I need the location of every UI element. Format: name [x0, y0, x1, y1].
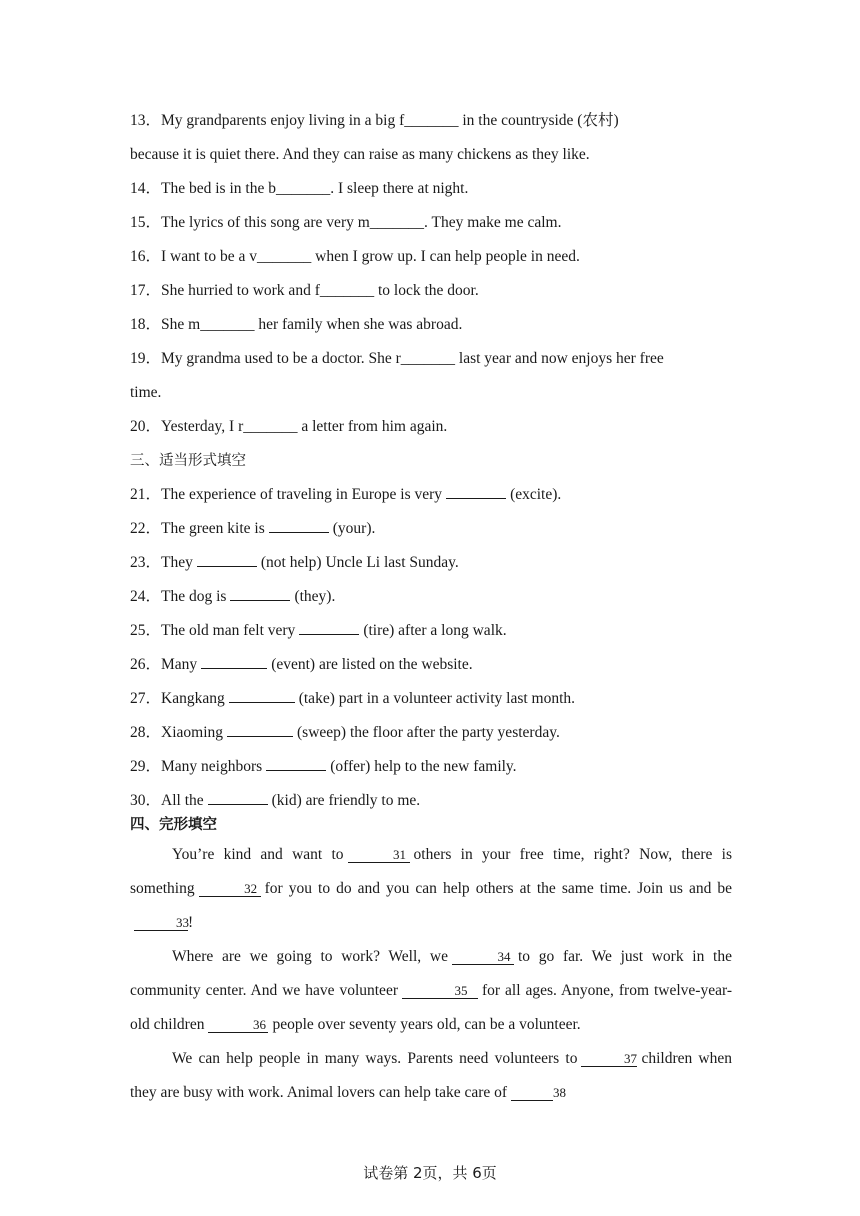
list-item — [130, 206, 732, 240]
passage-text: children when they are busy with work. Animal lovers can help take care of — [130, 1050, 733, 1101]
item-text: She m_______ her family when she was abroad. — [161, 316, 463, 333]
exam-page — [130, 104, 732, 1110]
answer-blank[interactable] — [208, 804, 268, 805]
item-text-before: All the — [161, 792, 204, 809]
item-text: time. — [130, 384, 162, 401]
item-text-before: The experience of traveling in Europe is very — [161, 486, 443, 503]
blank-34[interactable]: 34 — [452, 950, 514, 965]
list-item — [130, 716, 732, 750]
item-text: The lyrics of this song are very m_______. They make me calm. — [161, 214, 562, 231]
blank-36[interactable]: 36 — [208, 1018, 268, 1033]
item-text-after: (sweep) the floor after the party yesterday. — [297, 724, 560, 741]
list-item — [130, 138, 732, 172]
item-text-after: (kid) are friendly to me. — [271, 792, 421, 809]
item-number: 20． — [130, 418, 162, 435]
answer-blank[interactable] — [266, 770, 326, 771]
passage-text: Where are we going to work? Well, we — [172, 948, 448, 965]
item-text: She hurried to work and f_______ to lock the door. — [161, 282, 479, 299]
section-4-title: 四、完形填空 — [130, 817, 217, 833]
item-text-after: (tire) after a long walk. — [363, 622, 507, 639]
list-item — [130, 274, 732, 308]
answer-blank[interactable] — [201, 668, 267, 669]
item-text-after: (your). — [332, 520, 376, 537]
answer-blank[interactable] — [446, 498, 506, 499]
answer-blank[interactable] — [229, 702, 295, 703]
item-number: 29． — [130, 758, 162, 775]
item-text: My grandparents enjoy living in a big f_______ in the countryside (农村) — [161, 112, 619, 129]
list-item — [130, 512, 732, 546]
list-item — [130, 342, 732, 376]
item-text: My grandma used to be a doctor. She r_______ last year and now enjoys her free — [161, 350, 664, 367]
item-text: The bed is in the b_______. I sleep there at night. — [161, 180, 469, 197]
item-text: I want to be a v_______ when I grow up. I can help people in need. — [161, 248, 580, 265]
blank-35[interactable]: 35 — [402, 984, 478, 999]
list-item — [130, 478, 732, 512]
list-item — [130, 546, 732, 580]
answer-blank[interactable] — [197, 566, 257, 567]
passage-text: for all ages. Anyone, from twelve-year-old children — [130, 982, 732, 1033]
list-item — [130, 682, 732, 716]
passage-text: others in your free time, right? Now, there is something — [130, 846, 732, 897]
item-text-before: The green kite is — [161, 520, 265, 537]
blank-38[interactable]: 38 — [511, 1086, 553, 1101]
item-number: 23． — [130, 554, 162, 571]
item-number: 28． — [130, 724, 162, 741]
item-number: 15． — [130, 214, 162, 231]
list-item — [130, 376, 732, 410]
page-footer: 试卷第 2页，共 6页 — [363, 1164, 497, 1182]
cloze-paragraph-3 — [130, 1042, 732, 1110]
item-text-before: They — [161, 554, 193, 571]
answer-blank[interactable] — [299, 634, 359, 635]
passage-text: for you to do and you can help others at the same time. Join us and be — [264, 880, 732, 897]
blank-37[interactable]: 37 — [581, 1052, 637, 1067]
item-number: 13． — [130, 112, 162, 129]
item-number: 30． — [130, 792, 162, 809]
item-text-before: Many — [161, 656, 198, 673]
passage-text: ! — [188, 914, 194, 931]
list-item — [130, 750, 732, 784]
item-text-after: (excite). — [510, 486, 562, 503]
item-number: 22． — [130, 520, 162, 537]
form-items-list — [130, 478, 732, 812]
item-number: 21． — [130, 486, 162, 503]
item-number: 17． — [130, 282, 162, 299]
item-text: because it is quiet there. And they can raise as many chickens as they like. — [130, 146, 590, 163]
answer-blank[interactable] — [227, 736, 293, 737]
item-number: 26． — [130, 656, 162, 673]
cloze-paragraph-1 — [130, 838, 732, 940]
item-text-before: The dog is — [161, 588, 227, 605]
list-item — [130, 580, 732, 614]
passage-text: We can help people in many ways. Parents need volunteers to — [172, 1050, 578, 1067]
item-text-before: Kangkang — [161, 690, 225, 707]
item-number: 16． — [130, 248, 162, 265]
list-item — [130, 240, 732, 274]
item-text-after: (they). — [294, 588, 336, 605]
list-item — [130, 648, 732, 682]
item-number: 14． — [130, 180, 162, 197]
answer-blank[interactable] — [269, 532, 329, 533]
item-number: 18． — [130, 316, 162, 333]
item-text: Yesterday, I r_______ a letter from him again. — [161, 418, 448, 435]
cloze-passage — [130, 838, 732, 1110]
passage-text: people over seventy years old, can be a volunteer. — [272, 1016, 581, 1033]
item-text-after: (offer) help to the new family. — [330, 758, 517, 775]
list-item — [130, 104, 732, 138]
item-text-before: Xiaoming — [161, 724, 224, 741]
item-text-after: (take) part in a volunteer activity last month. — [298, 690, 576, 707]
answer-blank[interactable] — [230, 600, 290, 601]
item-number: 25． — [130, 622, 162, 639]
list-item — [130, 308, 732, 342]
item-text-after: (not help) Uncle Li last Sunday. — [260, 554, 459, 571]
item-number: 27． — [130, 690, 162, 707]
list-item — [130, 614, 732, 648]
list-item — [130, 172, 732, 206]
item-text-after: (event) are listed on the website. — [271, 656, 473, 673]
item-text-before: The old man felt very — [161, 622, 296, 639]
passage-text: You’re kind and want to — [172, 846, 344, 863]
list-item — [130, 784, 732, 812]
item-text-before: Many neighbors — [161, 758, 263, 775]
item-number: 24． — [130, 588, 162, 605]
passage-text: to go far. We just work in the community center. And we have volunteer — [130, 948, 732, 999]
blank-31[interactable]: 31 — [348, 848, 410, 863]
list-item — [130, 410, 732, 444]
blank-32[interactable]: 32 — [199, 882, 261, 897]
cloze-paragraph-2 — [130, 940, 732, 1042]
blank-33[interactable]: 33 — [134, 916, 188, 931]
section-3-title: 三、适当形式填空 — [130, 453, 246, 469]
item-number: 19． — [130, 350, 162, 367]
fill-items-list — [130, 104, 732, 444]
